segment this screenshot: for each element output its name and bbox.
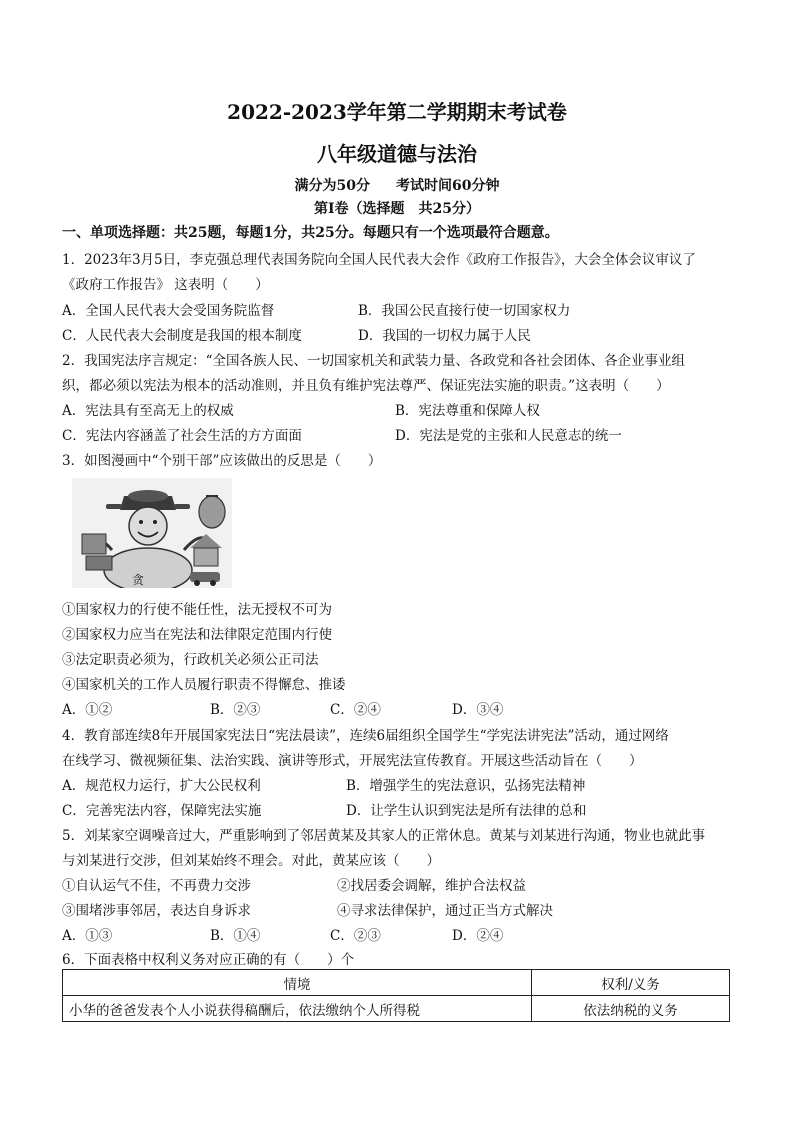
question-1-option-b: B．我国公民直接行使一切国家权力: [358, 303, 571, 319]
question-5-option-d: D．②④: [452, 928, 504, 944]
table-cell-right-duty: 依法纳税的义务: [532, 996, 730, 1022]
question-5-option-b: B．①④: [210, 928, 261, 944]
exam-meta: [0, 175, 794, 195]
question-2-option-c: C．宪法内容涵盖了社会生活的方方面面: [62, 428, 302, 444]
exam-subtitle: 八年级道德与法治: [317, 142, 477, 166]
exam-title: 2022-2023学年第二学期期末考试卷: [227, 100, 567, 124]
question-1-line-1: 1．2023年3月5日，李克强总理代表国务院向全国人民代表大会作《政府工作报告》，大会全体会议审议了: [62, 252, 696, 268]
question-3-option-d: D．③④: [452, 702, 504, 718]
table-header-scenario: 情境: [63, 970, 532, 996]
question-5-option-c: C．②③: [330, 928, 381, 944]
table-header-row: [63, 970, 730, 996]
exam-time: 考试时间60分钟: [396, 178, 500, 194]
question-1-line-2: 《政府工作报告》 这表明（ ）: [62, 277, 269, 293]
question-2-line-1: 2．我国宪法序言规定：“全国各族人民、一切国家机关和武装力量、各政党和各社会团体、各企业事业组: [62, 353, 685, 369]
question-4-option-d: D．让学生认识到宪法是所有法律的总和: [346, 803, 587, 819]
question-5-line-1: 5．刘某家空调噪音过大，严重影响到了邻居黄某及其家人的正常休息。黄某与刘某进行沟通，物业也就此事: [62, 828, 706, 844]
question-2-line-2: 织，都必须以宪法为根本的活动准则，并且负有维护宪法尊严、保证宪法实施的职责。”这表明（ ）: [62, 378, 670, 394]
question-4-option-c: C．完善宪法内容，保障宪法实施: [62, 803, 262, 819]
question-4-line-2: 在线学习、微视频征集、法治实践、演讲等形式，开展宪法宣传教育。开展这些活动旨在（ ）: [62, 753, 643, 769]
table-cell-scenario: 小华的爸爸发表个人小说获得稿酬后，依法缴纳个人所得税: [63, 996, 532, 1022]
question-3-statement-2: ②国家权力应当在宪法和法律限定范围内行使: [62, 627, 332, 643]
table-header-right-duty: 权利/义务: [532, 970, 730, 996]
question-3-option-a: A．①②: [62, 702, 113, 718]
section-heading: 一、单项选择题：共25题，每题1分，共25分。每题只有一个选项最符合题意。: [62, 225, 559, 241]
rights-duties-table: [62, 969, 730, 1022]
question-3-option-b: B．②③: [210, 702, 261, 718]
comic-caption: 贪: [132, 573, 145, 587]
question-4-line-1: 4．教育部连续8年开展国家宪法日“宪法晨读”，连续6届组织全国学生“学宪法讲宪法”活动，通过网络: [62, 728, 669, 744]
question-5-statement-3: ③围堵涉事邻居，表达自身诉求: [62, 903, 251, 919]
question-2-option-d: D．宪法是党的主张和人民意志的统一: [395, 428, 622, 444]
question-6-line-1: 6．下面表格中权利义务对应正确的有（ ）个: [62, 952, 355, 968]
question-3-line-1: 3．如图漫画中“个别干部”应该做出的反思是（ ）: [62, 453, 382, 469]
question-5-statement-1: ①自认运气不佳，不再费力交涉: [62, 878, 251, 894]
part-heading: 第Ⅰ卷（选择题 共25分）: [313, 201, 481, 217]
question-2-option-b: B．宪法尊重和保障人权: [395, 403, 540, 419]
table-row: [63, 996, 730, 1022]
question-1-option-a: A．全国人民代表大会受国务院监督: [62, 303, 275, 319]
question-3-statement-4: ④国家机关的工作人员履行职责不得懈怠、推诿: [62, 677, 346, 693]
question-5-statement-4: ④寻求法律保护，通过正当方式解决: [337, 903, 553, 919]
question-4-option-a: A．规范权力运行，扩大公民权利: [62, 778, 261, 794]
question-4-option-b: B．增强学生的宪法意识，弘扬宪法精神: [346, 778, 586, 794]
question-5-line-2: 与刘某进行交涉，但刘某始终不理会。对此，黄某应该（ ）: [62, 853, 440, 869]
question-5-statement-2: ②找居委会调解，维护合法权益: [337, 878, 526, 894]
question-1-option-c: C．人民代表大会制度是我国的根本制度: [62, 328, 302, 344]
full-score: 满分为50分: [294, 178, 370, 194]
question-3-option-c: C．②④: [330, 702, 381, 718]
question-2-option-a: A．宪法具有至高无上的权威: [62, 403, 234, 419]
cartoon-corrupt-official-image: [72, 478, 232, 588]
question-5-option-a: A．①③: [62, 928, 113, 944]
question-3-statement-1: ①国家权力的行使不能任性，法无授权不可为: [62, 602, 332, 618]
question-3-statement-3: ③法定职责必须为，行政机关必须公正司法: [62, 652, 319, 668]
question-1-option-d: D．我国的一切权力属于人民: [358, 328, 531, 344]
